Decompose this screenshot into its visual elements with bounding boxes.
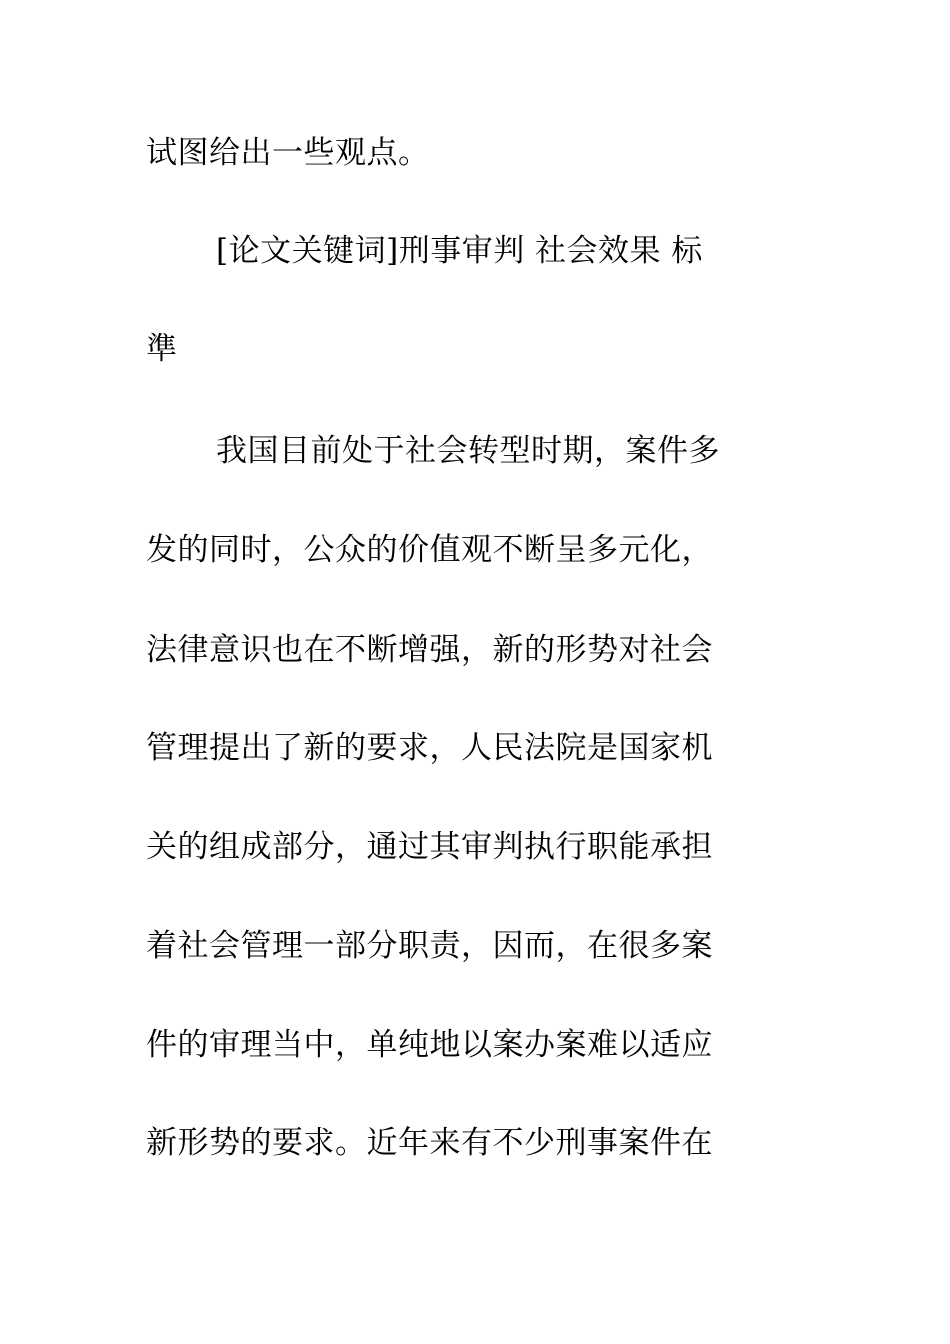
keywords-line: [论文关键词]刑事审判 社会效果 标 <box>216 233 703 269</box>
text-line: 关的组成部分，通过其审判执行职能承担 <box>146 829 713 865</box>
text-line: 新形势的要求。近年来有不少刑事案件在 <box>146 1125 713 1161</box>
text-line: 着社会管理一部分职责，因而，在很多案 <box>146 928 713 964</box>
text-line: 管理提出了新的要求，人民法院是国家机 <box>146 730 713 766</box>
text-line: 準 <box>146 331 178 367</box>
text-line: 法律意识也在不断增强，新的形势对社会 <box>146 632 713 668</box>
paragraph-first-line: 我国目前处于社会转型时期，案件多 <box>216 433 720 469</box>
text-line: 发的同时，公众的价值观不断呈多元化， <box>146 532 713 568</box>
text-line: 试图给出一些观点。 <box>146 135 430 171</box>
text-line: 件的审理当中，单纯地以案办案难以适应 <box>146 1027 713 1063</box>
